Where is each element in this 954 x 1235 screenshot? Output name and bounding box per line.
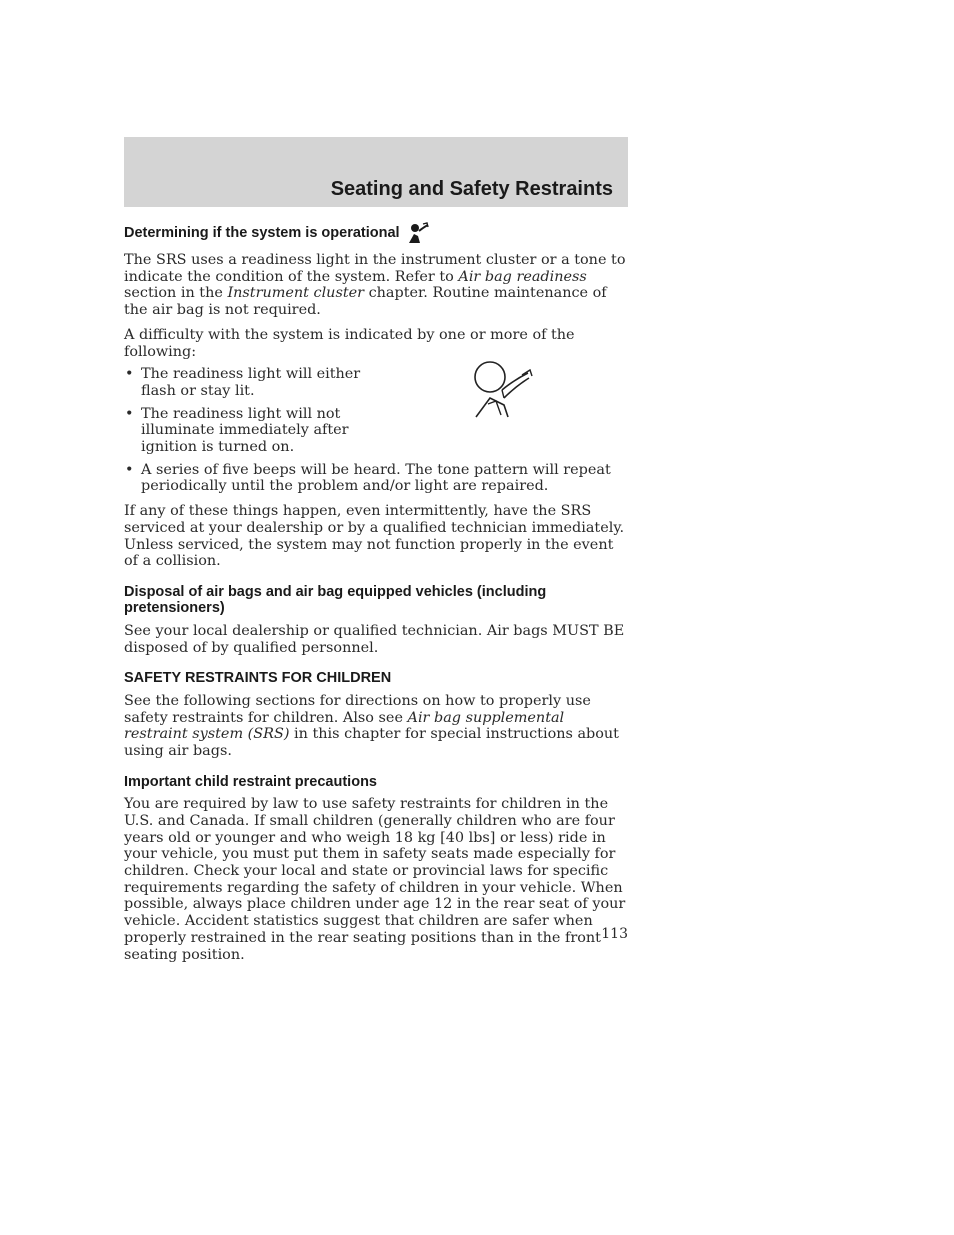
instrument-cluster-reference: Instrument cluster (227, 285, 365, 302)
disposal-heading: Disposal of air bags and air bag equipped vehicles (including pretensioners) (124, 583, 547, 617)
children-text-a: See the following sections for directions on how to properly use safety restraints for children. Also see (124, 692, 591, 726)
precautions-heading: Important child restraint precautions (124, 773, 377, 790)
airbag-deployment-figure (466, 360, 546, 430)
children-text (124, 693, 628, 760)
bullet-list-top (124, 366, 364, 456)
bullet-list-bottom (124, 462, 628, 495)
operational-para-2: A difficulty with the system is indicated by one or more of the following: (124, 326, 575, 360)
list-item: • The readiness light will either flash or stay lit. (124, 366, 364, 399)
children-heading: SAFETY RESTRAINTS FOR CHILDREN (124, 670, 392, 687)
airbag-readiness-reference: Air bag readiness (458, 268, 587, 285)
para1-text-a: The SRS uses a readiness light in the instrument cluster or a tone to indicate the condition of the system. Refer to (124, 252, 626, 285)
page-number: 113 (601, 926, 628, 942)
operational-heading (124, 222, 628, 244)
operational-para-1 (124, 252, 628, 319)
chapter-header (124, 137, 628, 207)
para1-text-b: section in the (124, 285, 228, 302)
operational-para-3: If any of these things happen, even intermittently, have the SRS serviced at your dealership or by a qualified technician immediately. Unless serviced, the system may not function properly in the event of a collision. (124, 503, 625, 570)
disposal-text: See your local dealership or qualified technician. Air bags MUST BE disposed of by qualified personnel. (124, 622, 625, 656)
page-content (124, 222, 628, 963)
airbag-warning-icon (406, 222, 430, 244)
chapter-title: Seating and Safety Restraints (330, 178, 613, 200)
list-item: • The readiness light will not illuminate immediately after ignition is turned on. (124, 406, 364, 456)
list-item: • A series of five beeps will be heard. The tone pattern will repeat periodically until the problem and/or light are repaired. (124, 462, 628, 495)
precautions-text: You are required by law to use safety restraints for children in the U.S. and Canada. If small children (generally children who are four years old or younger and who weigh 18 kg [40 lbs] or less) ride in your vehicle, you must put them in safety seats made especially for children. Check your local and state or provincial laws for specific requirements regarding the safety of children in your vehicle. When possible, always place children under age 12 in the rear seat of your vehicle. Accident statistics suggest that children are safer when properly restrained in the rear seating positions than in the front seating position. (124, 796, 626, 963)
operational-heading-text: Determining if the system is operational (124, 224, 400, 241)
para1-text-c: chapter. Routine maintenance of the air bag is not required. (124, 285, 607, 319)
children-text-b: in this chapter for special instructions about using air bags. (124, 726, 619, 759)
srs-reference: Air bag supplemental restraint system (SRS) (124, 709, 565, 743)
